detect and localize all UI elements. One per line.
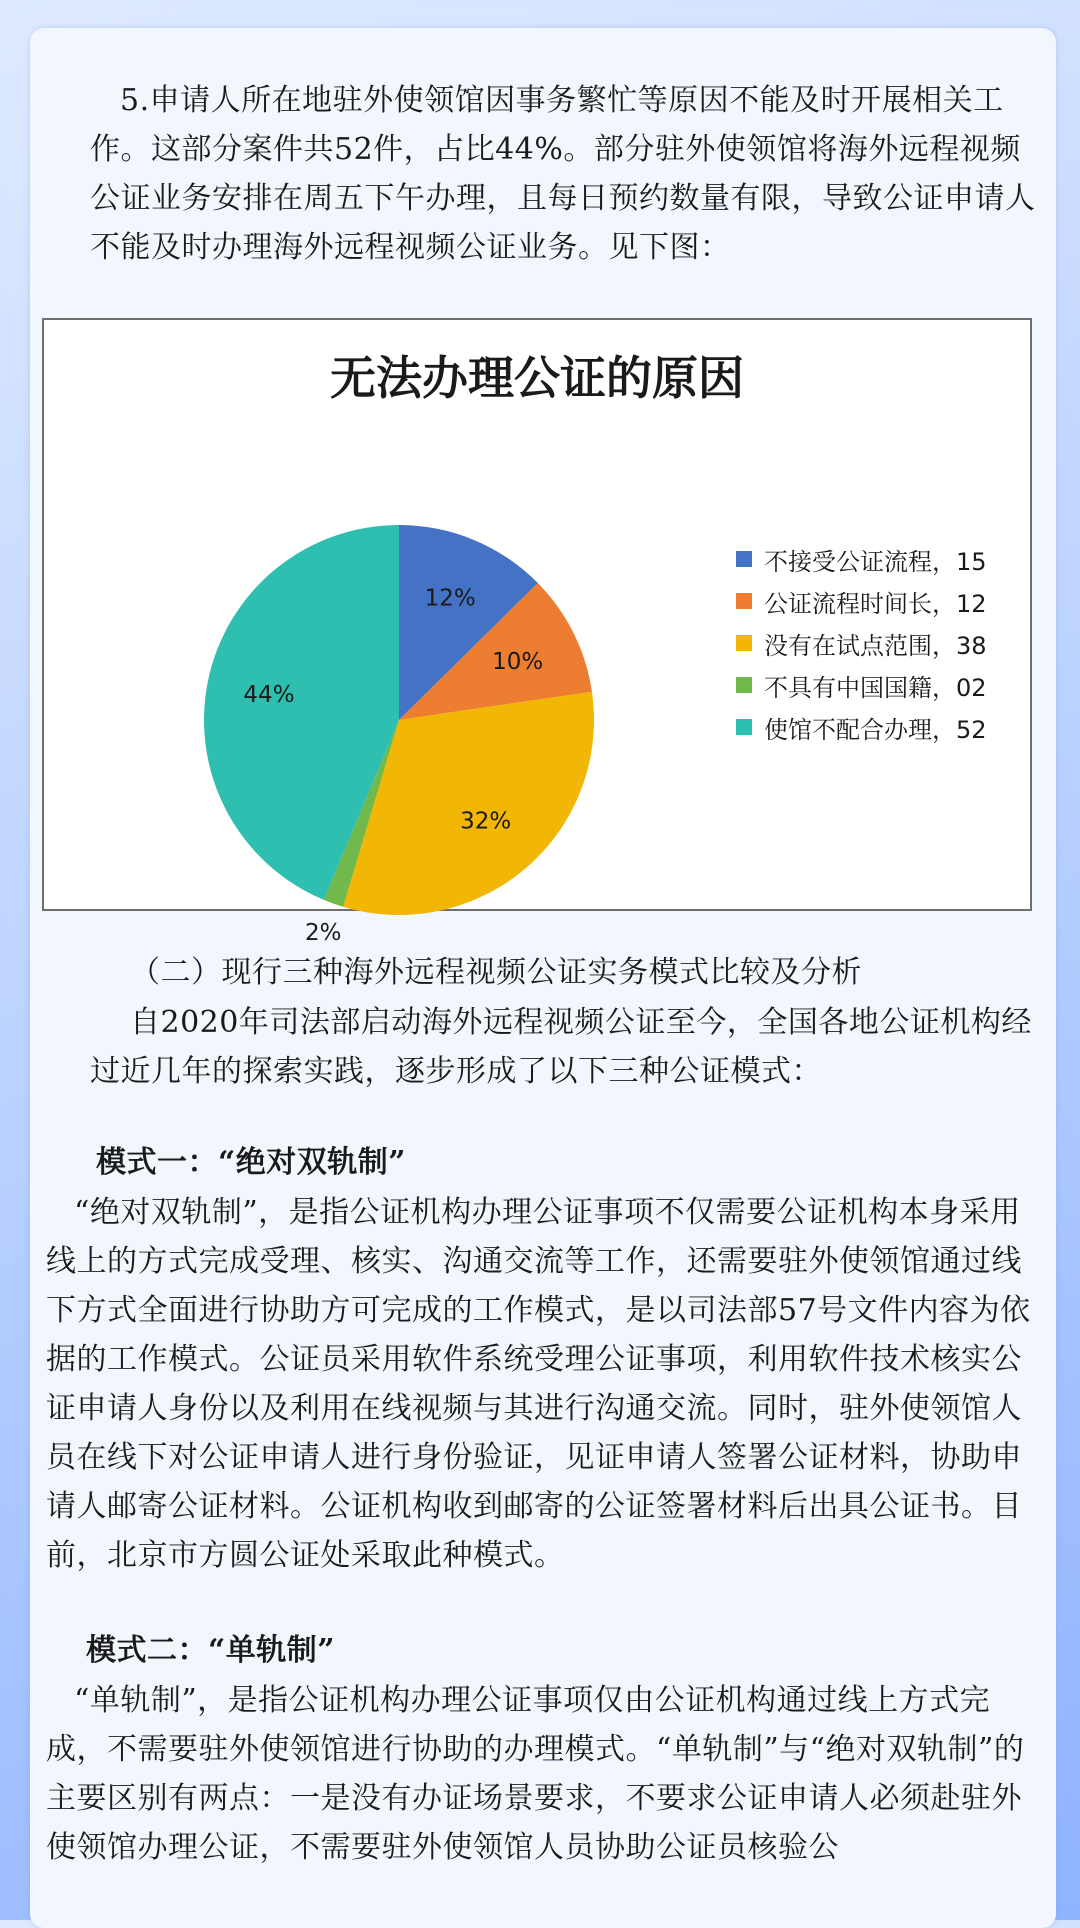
mode-1-heading: 模式一：“绝对双轨制” <box>96 1145 407 1180</box>
legend-label-3: 不具有中国国籍，02 <box>764 673 987 702</box>
legend-label-1: 公证流程时间长，12 <box>764 589 987 618</box>
document-card <box>30 28 1056 1928</box>
legend-item-2 <box>736 622 987 664</box>
chart-legend <box>736 538 987 748</box>
legend-swatch-2 <box>736 635 752 651</box>
legend-swatch-3 <box>736 677 752 693</box>
legend-swatch-1 <box>736 593 752 609</box>
pie-slice-label-2: 32% <box>460 808 512 835</box>
mode-2-heading: 模式二：“单轨制” <box>86 1633 336 1668</box>
pie-slice-label-4: 44% <box>243 681 295 708</box>
legend-item-0 <box>736 538 987 580</box>
legend-label-2: 没有在试点范围，38 <box>764 631 987 660</box>
pie-slice-label-0: 12% <box>424 585 476 612</box>
pie-slice-label-3: 2% <box>305 919 342 946</box>
pie-chart-panel <box>42 318 1032 946</box>
legend-swatch-4 <box>736 719 752 735</box>
legend-label-4: 使馆不配合办理，52 <box>764 715 987 744</box>
paragraph-intro-modes: 自2020年司法部启动海外远程视频公证至今，全国各地公证机构经过近几年的探索实践，逐步形成了以下三种公证模式： <box>90 1005 1032 1089</box>
pie-slice-label-1: 10% <box>492 648 544 675</box>
paragraph-mode-1: “绝对双轨制”，是指公证机构办理公证事项不仅需要公证机构本身采用线上的方式完成受理、核实、沟通交流等工作，还需要驻外使领馆通过线下方式全面进行协助方可完成的工作模式，是以司法部57号文件内容为依据的工作模式。公证员采用软件系统受理公证事项，利用软件技术核实公证申请人身份以及利用在线视频与其进行沟通交流。同时，驻外使领馆人员在线下对公证申请人进行身份验证，见证申请人签署公证材料，协助申请人邮寄公证材料。公证机构收到邮寄的公证签署材料后出具公证书。目前，北京市方圆公证处采取此种模式。 <box>46 1195 1031 1573</box>
legend-item-1 <box>736 580 987 622</box>
legend-item-4 <box>736 706 987 748</box>
paragraph-mode-2: “单轨制”，是指公证机构办理公证事项仅由公证机构通过线上方式完成，不需要驻外使领馆进行协助的办理模式。“单轨制”与“绝对双轨制”的主要区别有两点：一是没有办证场景要求，不要求公证申请人必须赴驻外使领馆办理公证，不需要驻外使领馆人员协助公证员核验公 <box>46 1683 1025 1865</box>
legend-swatch-0 <box>736 551 752 567</box>
chart-title: 无法办理公证的原因 <box>330 351 744 405</box>
section-heading-2: （二）现行三种海外远程视频公证实务模式比较及分析 <box>130 955 862 990</box>
legend-item-3 <box>736 664 987 706</box>
paragraph-reason-5: 5.申请人所在地驻外使领馆因事务繁忙等原因不能及时开展相关工作。这部分案件共52件，占比44%。部分驻外使领馆将海外远程视频公证业务安排在周五下午办理，且每日预约数量有限，导致公证申请人不能及时办理海外远程视频公证业务。见下图： <box>90 83 1036 265</box>
legend-label-0: 不接受公证流程，15 <box>764 547 987 576</box>
